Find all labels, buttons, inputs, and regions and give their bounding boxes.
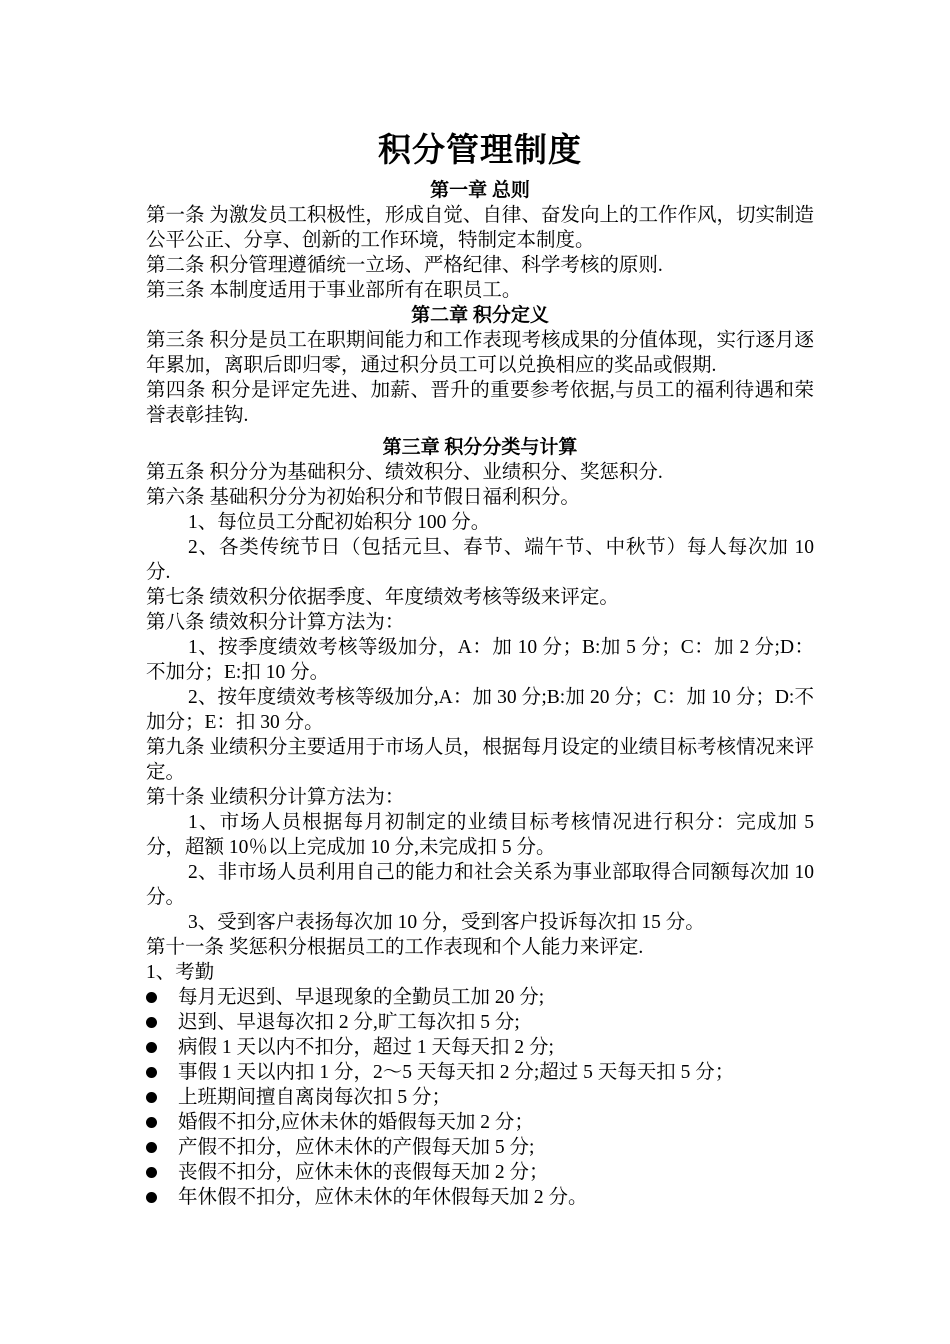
article-10-item-1: 1、市场人员根据每月初制定的业绩目标考核情况进行积分：完成加 5 分，超额 10％以上完成加 10 分,未完成扣 5 分。 bbox=[146, 812, 814, 858]
list-item-text: 每月无迟到、早退现象的全勤员工加 20 分; bbox=[178, 987, 545, 1008]
list-item-text: 上班期间擅自离岗每次扣 5 分； bbox=[178, 1087, 452, 1108]
article-6-item-2: 2、各类传统节日（包括元旦、春节、端午节、中秋节）每人每次加 10 分. bbox=[146, 537, 814, 583]
bullet-icon bbox=[146, 1017, 157, 1028]
article-8-item-1: 1、按季度绩效考核等级加分，A：加 10 分；B:加 5 分；C：加 2 分;D：不加分；E:扣 10 分。 bbox=[146, 637, 814, 683]
article-8-item-2: 2、按年度绩效考核等级加分,A：加 30 分;B:加 20 分；C：加 10 分；D:不加分；E：扣 30 分。 bbox=[146, 687, 814, 733]
article-10: 第十条 业绩积分计算方法为： bbox=[146, 787, 405, 808]
article-4: 第四条 积分是评定先进、加薪、晋升的重要参考依据,与员工的福利待遇和荣誉表彰挂钩. bbox=[146, 380, 814, 426]
list-item bbox=[146, 1085, 814, 1110]
list-item-text: 年休假不扣分，应休未休的年休假每天加 2 分。 bbox=[178, 1187, 588, 1208]
article-1: 第一条 为激发员工积极性，形成自觉、自律、奋发向上的工作作风，切实制造公平公正、分享、创新的工作环境，特制定本制度。 bbox=[146, 205, 814, 251]
bullet-icon bbox=[146, 1167, 157, 1178]
chapter-1-heading: 第一章 总则 bbox=[430, 180, 530, 201]
list-item bbox=[146, 1135, 814, 1160]
article-7: 第七条 绩效积分依据季度、年度绩效考核等级来评定。 bbox=[146, 587, 619, 608]
list-item-text: 产假不扣分，应休未休的产假每天加 5 分; bbox=[178, 1137, 535, 1158]
bullet-icon bbox=[146, 1092, 157, 1103]
list-item bbox=[146, 1160, 814, 1185]
article-10-item-2: 2、非市场人员利用自己的能力和社会关系为事业部取得合同额每次加 10 分。 bbox=[146, 862, 814, 908]
list-item bbox=[146, 1035, 814, 1060]
list-item-text: 丧假不扣分，应休未休的丧假每天加 2 分； bbox=[178, 1162, 549, 1183]
bullet-icon bbox=[146, 1117, 157, 1128]
list-item-text: 迟到、早退每次扣 2 分,旷工每次扣 5 分; bbox=[178, 1012, 520, 1033]
attendance-list bbox=[146, 985, 814, 1210]
article-2: 第二条 积分管理遵循统一立场、严格纪律、科学考核的原则. bbox=[146, 255, 663, 276]
article-6-item-1: 1、每位员工分配初始积分 100 分。 bbox=[188, 512, 491, 533]
list-item bbox=[146, 1185, 814, 1210]
bullet-icon bbox=[146, 1192, 157, 1203]
list-item-text: 事假 1 天以内扣 1 分，2～5 天每天扣 2 分;超过 5 天每天扣 5 分； bbox=[178, 1062, 735, 1083]
article-3: 第三条 本制度适用于事业部所有在职员工。 bbox=[146, 280, 522, 301]
document-page bbox=[146, 124, 814, 1210]
article-3b: 第三条 积分是员工在职期间能力和工作表现考核成果的分值体现，实行逐月逐年累加，离职后即归零，通过积分员工可以兑换相应的奖品或假期. bbox=[146, 330, 814, 376]
article-10-item-3: 3、受到客户表扬每次加 10 分，受到客户投诉每次扣 15 分。 bbox=[188, 912, 705, 933]
bullet-icon bbox=[146, 1042, 157, 1053]
bullet-icon bbox=[146, 1067, 157, 1078]
chapter-3-heading: 第三章 积分分类与计算 bbox=[382, 437, 578, 458]
attendance-heading: 1、考勤 bbox=[146, 962, 215, 983]
article-11: 第十一条 奖惩积分根据员工的工作表现和个人能力来评定. bbox=[146, 937, 644, 958]
article-5: 第五条 积分分为基础积分、绩效积分、业绩积分、奖惩积分. bbox=[146, 462, 663, 483]
bullet-icon bbox=[146, 992, 157, 1003]
list-item-text: 病假 1 天以内不扣分，超过 1 天每天扣 2 分; bbox=[178, 1037, 554, 1058]
document-title: 积分管理制度 bbox=[378, 133, 582, 169]
list-item bbox=[146, 1110, 814, 1135]
list-item bbox=[146, 1010, 814, 1035]
list-item bbox=[146, 1060, 814, 1085]
article-9: 第九条 业绩积分主要适用于市场人员，根据每月设定的业绩目标考核情况来评定。 bbox=[146, 737, 814, 783]
article-8: 第八条 绩效积分计算方法为： bbox=[146, 612, 405, 633]
article-6: 第六条 基础积分分为初始积分和节假日福利积分。 bbox=[146, 487, 580, 508]
list-item bbox=[146, 985, 814, 1010]
list-item-text: 婚假不扣分,应休未休的婚假每天加 2 分； bbox=[178, 1112, 534, 1133]
bullet-icon bbox=[146, 1142, 157, 1153]
chapter-2-heading: 第二章 积分定义 bbox=[411, 305, 549, 326]
